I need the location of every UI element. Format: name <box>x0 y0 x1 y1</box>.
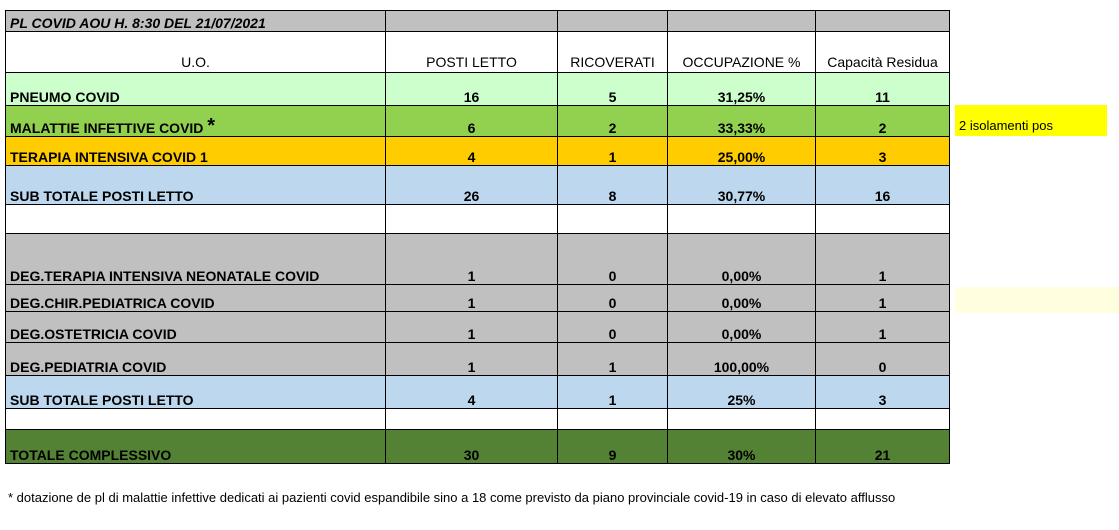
row-name: DEG.TERAPIA INTENSIVA NEONATALE COVID <box>6 234 386 285</box>
row-capacita: 11 <box>816 73 950 106</box>
row-occupazione: 31,25% <box>668 73 816 106</box>
row-ricoverati: 1 <box>558 343 668 376</box>
header-ricoverati: RICOVERATI <box>558 32 668 73</box>
row-ricoverati: 2 <box>558 106 668 137</box>
table-row <box>6 106 950 137</box>
row-posti: 6 <box>386 106 558 137</box>
row-ricoverati: 0 <box>558 285 668 312</box>
side-note-cell <box>955 287 1119 313</box>
row-name: DEG.PEDIATRIA COVID <box>6 343 386 376</box>
header-posti-letto: POSTI LETTO <box>386 32 558 73</box>
row-posti: 4 <box>386 137 558 166</box>
footnote: * dotazione de pl di malattie infettive dedicati ai pazienti covid espandibile sino a 18 come previsto da piano provinciale covid-19 in caso di elevato afflusso <box>8 490 896 505</box>
table-row <box>6 285 950 312</box>
row-capacita: 0 <box>816 343 950 376</box>
row-name: MALATTIE INFETTIVE COVID <box>10 120 204 136</box>
row-ricoverati: 9 <box>558 430 668 464</box>
header-row <box>6 32 950 73</box>
subtotal-row <box>6 166 950 205</box>
covid-beds-table <box>5 10 950 464</box>
row-posti: 26 <box>386 166 558 205</box>
table-row <box>6 234 950 285</box>
row-occupazione: 33,33% <box>668 106 816 137</box>
row-posti: 4 <box>386 376 558 409</box>
row-capacita: 21 <box>816 430 950 464</box>
table-row <box>6 312 950 343</box>
row-posti: 1 <box>386 285 558 312</box>
row-capacita: 16 <box>816 166 950 205</box>
row-posti: 30 <box>386 430 558 464</box>
subtotal-row <box>6 376 950 409</box>
row-posti: 16 <box>386 73 558 106</box>
row-occupazione: 25% <box>668 376 816 409</box>
spacer-row <box>6 205 950 234</box>
row-capacita: 2 <box>816 106 950 137</box>
row-posti: 1 <box>386 312 558 343</box>
row-occupazione: 0,00% <box>668 234 816 285</box>
row-name: SUB TOTALE POSTI LETTO <box>6 166 386 205</box>
row-name: TERAPIA INTENSIVA COVID 1 <box>6 137 386 166</box>
spacer-row <box>6 409 950 430</box>
table-row <box>6 137 950 166</box>
title-row <box>6 11 950 32</box>
row-occupazione: 30,77% <box>668 166 816 205</box>
header-occupazione: OCCUPAZIONE % <box>668 32 816 73</box>
row-occupazione: 0,00% <box>668 312 816 343</box>
row-capacita: 3 <box>816 137 950 166</box>
row-ricoverati: 5 <box>558 73 668 106</box>
sheet-title: PL COVID AOU H. 8:30 DEL 21/07/2021 <box>6 11 386 32</box>
row-ricoverati: 8 <box>558 166 668 205</box>
asterisk-mark: * <box>207 115 216 137</box>
row-capacita: 3 <box>816 376 950 409</box>
row-occupazione: 25,00% <box>668 137 816 166</box>
table-row <box>6 73 950 106</box>
table-row <box>6 343 950 376</box>
row-ricoverati: 1 <box>558 137 668 166</box>
row-name: SUB TOTALE POSTI LETTO <box>6 376 386 409</box>
header-uo: U.O. <box>6 32 386 73</box>
header-capacita: Capacità Residua <box>816 32 950 73</box>
row-occupazione: 100,00% <box>668 343 816 376</box>
row-name: TOTALE COMPLESSIVO <box>6 430 386 464</box>
total-row <box>6 430 950 464</box>
row-occupazione: 30% <box>668 430 816 464</box>
row-capacita: 1 <box>816 312 950 343</box>
row-posti: 1 <box>386 343 558 376</box>
side-note: 2 isolamenti pos <box>955 105 1107 136</box>
row-occupazione: 0,00% <box>668 285 816 312</box>
row-capacita: 1 <box>816 234 950 285</box>
row-ricoverati: 0 <box>558 234 668 285</box>
row-name: DEG.OSTETRICIA COVID <box>6 312 386 343</box>
row-ricoverati: 0 <box>558 312 668 343</box>
row-posti: 1 <box>386 234 558 285</box>
row-capacita: 1 <box>816 285 950 312</box>
row-ricoverati: 1 <box>558 376 668 409</box>
row-name: PNEUMO COVID <box>6 73 386 106</box>
row-name: DEG.CHIR.PEDIATRICA COVID <box>6 285 386 312</box>
